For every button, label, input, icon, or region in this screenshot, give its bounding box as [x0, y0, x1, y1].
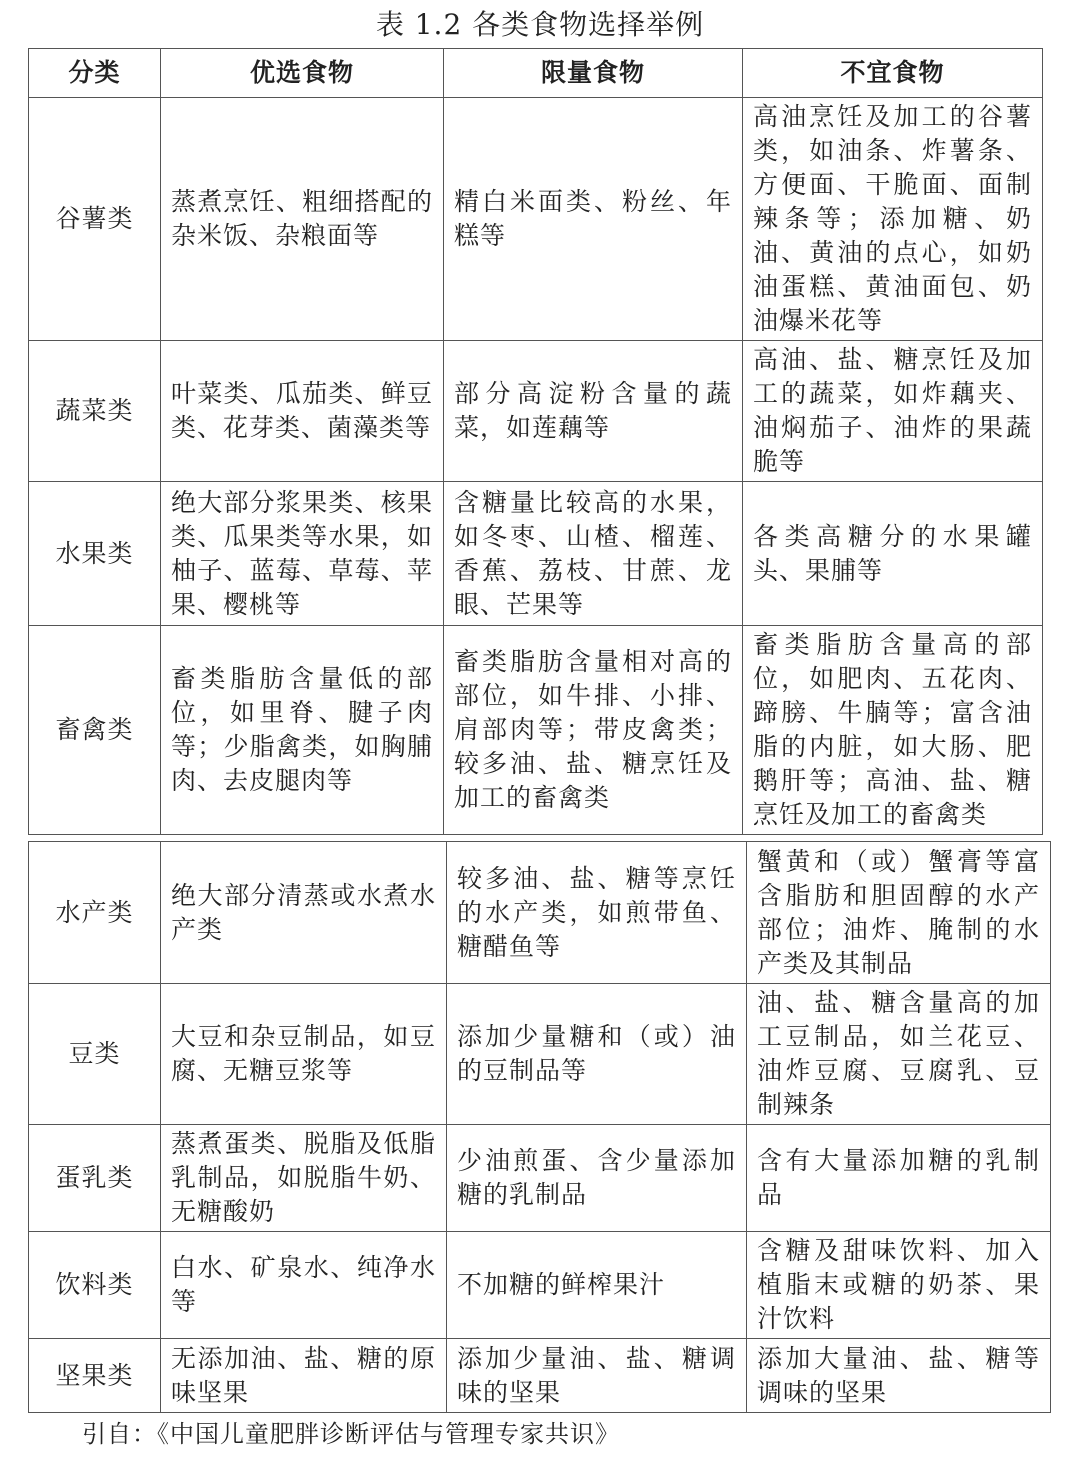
cell-preferred: 叶菜类、瓜茄类、鲜豆类、花芽类、菌藻类等 [161, 341, 444, 482]
cell-limited: 部分高淀粉含量的蔬菜，如莲藕等 [444, 341, 743, 482]
food-table-part2 [28, 841, 1051, 1413]
source-citation: 引自：《中国儿童肥胖诊断评估与管理专家共识》 [82, 1420, 620, 1448]
cell-avoid: 添加大量油、盐、糖等调味的坚果 [747, 1339, 1051, 1413]
header-row [29, 49, 1043, 98]
cell-limited: 添加少量油、盐、糖调味的坚果 [447, 1339, 747, 1413]
cell-category: 畜禽类 [29, 626, 161, 835]
cell-preferred: 绝大部分浆果类、核果类、瓜果类等水果，如柚子、蓝莓、草莓、苹果、樱桃等 [161, 482, 444, 626]
table-row [29, 842, 1051, 984]
cell-category: 谷薯类 [29, 98, 161, 341]
cell-preferred: 无添加油、盐、糖的原味坚果 [161, 1339, 447, 1413]
cell-category: 水果类 [29, 482, 161, 626]
cell-avoid: 各类高糖分的水果罐头、果脯等 [743, 482, 1043, 626]
cell-category: 蔬菜类 [29, 341, 161, 482]
table-title: 表 1.2 各类食物选择举例 [375, 8, 705, 41]
cell-preferred: 畜类脂肪含量低的部位，如里脊、腱子肉等；少脂禽类，如胸脯肉、去皮腿肉等 [161, 626, 444, 835]
cell-avoid: 油、盐、糖含量高的加工豆制品，如兰花豆、油炸豆腐、豆腐乳、豆制辣条 [747, 984, 1051, 1125]
cell-avoid: 含有大量添加糖的乳制品 [747, 1125, 1051, 1232]
table-row [29, 1125, 1051, 1232]
cell-preferred: 蒸煮蛋类、脱脂及低脂乳制品，如脱脂牛奶、无糖酸奶 [161, 1125, 447, 1232]
table-row [29, 1232, 1051, 1339]
cell-preferred: 大豆和杂豆制品，如豆腐、无糖豆浆等 [161, 984, 447, 1125]
cell-avoid: 蟹黄和（或）蟹膏等富含脂肪和胆固醇的水产部位；油炸、腌制的水产类及其制品 [747, 842, 1051, 984]
cell-limited: 畜类脂肪含量相对高的部位，如牛排、小排、肩部肉等；带皮禽类；较多油、盐、糖烹饪及加工的畜禽类 [444, 626, 743, 835]
cell-category: 水产类 [29, 842, 161, 984]
cell-limited: 添加少量糖和（或）油的豆制品等 [447, 984, 747, 1125]
cell-category: 饮料类 [29, 1232, 161, 1339]
cell-limited: 较多油、盐、糖等烹饪的水产类，如煎带鱼、糖醋鱼等 [447, 842, 747, 984]
table-row [29, 341, 1043, 482]
cell-limited: 含糖量比较高的水果，如冬枣、山楂、榴莲、香蕉、荔枝、甘蔗、龙眼、芒果等 [444, 482, 743, 626]
table-row [29, 1339, 1051, 1413]
food-table-part1 [28, 48, 1043, 835]
cell-preferred: 白水、矿泉水、纯净水等 [161, 1232, 447, 1339]
cell-preferred: 绝大部分清蒸或水煮水产类 [161, 842, 447, 984]
cell-category: 豆类 [29, 984, 161, 1125]
cell-avoid: 畜类脂肪含量高的部位，如肥肉、五花肉、蹄膀、牛腩等；富含油脂的内脏，如大肠、肥鹅肝等；高油、盐、糖烹饪及加工的畜禽类 [743, 626, 1043, 835]
cell-preferred: 蒸煮烹饪、粗细搭配的杂米饭、杂粮面等 [161, 98, 444, 341]
cell-avoid: 含糖及甜味饮料、加入植脂末或糖的奶茶、果汁饮料 [747, 1232, 1051, 1339]
cell-limited: 不加糖的鲜榨果汁 [447, 1232, 747, 1339]
cell-category: 蛋乳类 [29, 1125, 161, 1232]
cell-limited: 少油煎蛋、含少量添加糖的乳制品 [447, 1125, 747, 1232]
header-limited: 限量食物 [444, 49, 743, 98]
header-preferred: 优选食物 [161, 49, 444, 98]
table-row [29, 482, 1043, 626]
table-row [29, 984, 1051, 1125]
header-avoid: 不宜食物 [743, 49, 1043, 98]
table-row [29, 626, 1043, 835]
cell-avoid: 高油烹饪及加工的谷薯类，如油条、炸薯条、方便面、干脆面、面制辣条等；添加糖、奶油、黄油的点心，如奶油蛋糕、黄油面包、奶油爆米花等 [743, 98, 1043, 341]
table-row [29, 98, 1043, 341]
cell-limited: 精白米面类、粉丝、年糕等 [444, 98, 743, 341]
cell-avoid: 高油、盐、糖烹饪及加工的蔬菜，如炸藕夹、油焖茄子、油炸的果蔬脆等 [743, 341, 1043, 482]
header-category: 分类 [29, 49, 161, 98]
cell-category: 坚果类 [29, 1339, 161, 1413]
